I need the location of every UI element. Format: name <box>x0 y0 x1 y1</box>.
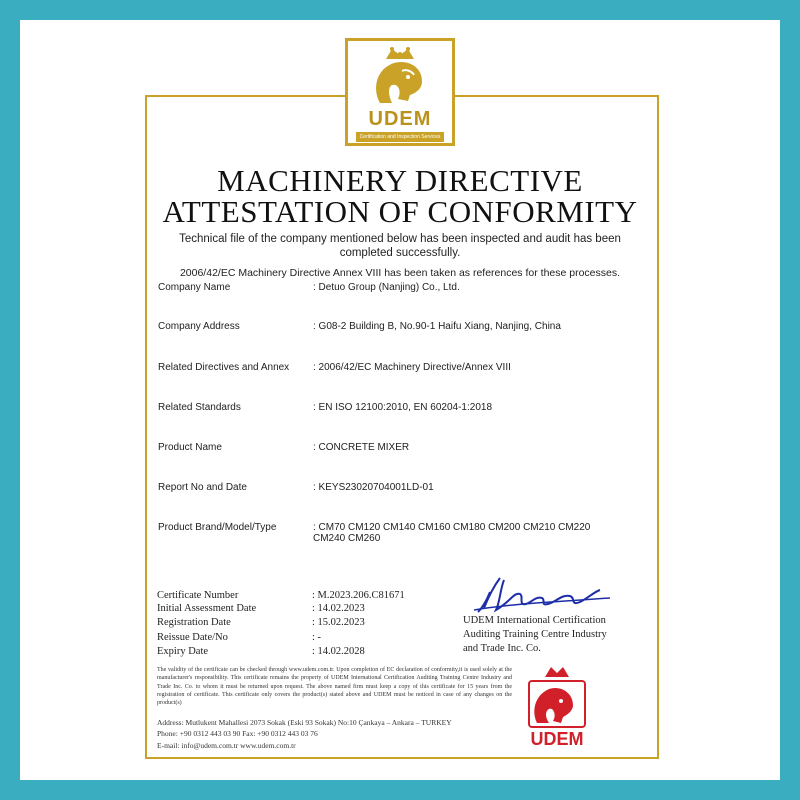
validity-note: The validity of the certificate can be checked through www.udem.com.tr. Upon completion of EC declaration of conformity,it is used solely at the manufacturer's responsibility. This certificate remains the property of UDEM International Certification Auditing Training Centre Industry and Trade Inc. Co. to whom it must be returned upon request. The above named firm must keep a copy of this certificate for 15 years from the registration of certificate. This certificate only covers the product(s) stated above and UDEM must be noticed in case of any changes on the product(s) <box>157 667 512 707</box>
field-value: : CONCRETE MIXER <box>313 442 410 453</box>
cert-value: : - <box>312 632 322 643</box>
field-label: Company Address <box>158 321 240 332</box>
field-label: Company Name <box>158 282 231 293</box>
logo-brand-text: UDEM <box>368 108 432 130</box>
field-label: Report No and Date <box>158 482 247 493</box>
cert-value: : M.2023.206.C81671 <box>312 590 405 601</box>
signature-icon <box>470 572 620 616</box>
udem-logo-bottom <box>521 665 593 747</box>
issuer-line-3: and Trade Inc. Co. <box>463 643 541 654</box>
issuer-line-2: Auditing Training Centre Industry <box>463 629 607 640</box>
phone-line: Phone: +90 0312 443 03 90 Fax: +90 0312 443 03 76 <box>157 729 318 738</box>
address-line: Address: Mutlukent Mahallesi 2073 Sokak (Eski 93 Sokak) No:10 Çankaya – Ankara – TURKEY <box>157 718 452 727</box>
email-line: E-mail: info@udem.com.tr www.udem.com.tr <box>157 741 296 750</box>
cert-value: : 14.02.2023 <box>312 603 365 614</box>
title-line-2: ATTESTATION OF CONFORMITY <box>162 194 638 229</box>
cert-label: Initial Assessment Date <box>157 603 257 614</box>
cert-label: Expiry Date <box>157 646 209 657</box>
field-value: : CM70 CM120 CM140 CM160 CM180 CM200 CM210 CM220 CM240 CM260 <box>313 522 591 544</box>
cert-label: Registration Date <box>157 617 231 628</box>
subtitle: Technical file of the company mentioned below has been inspected and audit has been completed successfully. <box>179 233 621 259</box>
field-value: : 2006/42/EC Machinery Directive/Annex VIII <box>313 362 511 373</box>
field-label: Related Standards <box>158 402 241 413</box>
logo-ribbon: Certification and Inspection Services <box>356 132 444 142</box>
field-value: : G08-2 Building B, No.90-1 Haifu Xiang, Nanjing, China <box>313 321 561 332</box>
field-label: Related Directives and Annex <box>158 362 290 373</box>
title-line-1: MACHINERY DIRECTIVE <box>217 163 583 198</box>
issuer-line-1: UDEM International Certification <box>463 615 606 626</box>
field-value: : EN ISO 12100:2010, EN 60204-1:2018 <box>313 402 493 413</box>
red-lion-crown-icon <box>521 665 593 729</box>
field-value: : Detuo Group (Nanjing) Co., Ltd. <box>313 282 460 293</box>
cert-label: Reissue Date/No <box>157 632 228 643</box>
udem-logo-top <box>345 38 455 146</box>
field-label: Product Name <box>158 442 222 453</box>
field-label: Product Brand/Model/Type <box>158 522 277 533</box>
logo-bottom-brand: UDEM <box>530 729 584 749</box>
reference-line: 2006/42/EC Machinery Directive Annex VIII has been taken as references for these processes. <box>179 267 621 279</box>
lion-crown-icon <box>348 41 452 111</box>
issuer-name <box>463 614 633 656</box>
field-value: : KEYS23020704001LD-01 <box>313 482 434 493</box>
cert-label: Certificate Number <box>157 590 239 601</box>
cert-value: : 15.02.2023 <box>312 617 365 628</box>
cert-value: : 14.02.2028 <box>312 646 365 657</box>
